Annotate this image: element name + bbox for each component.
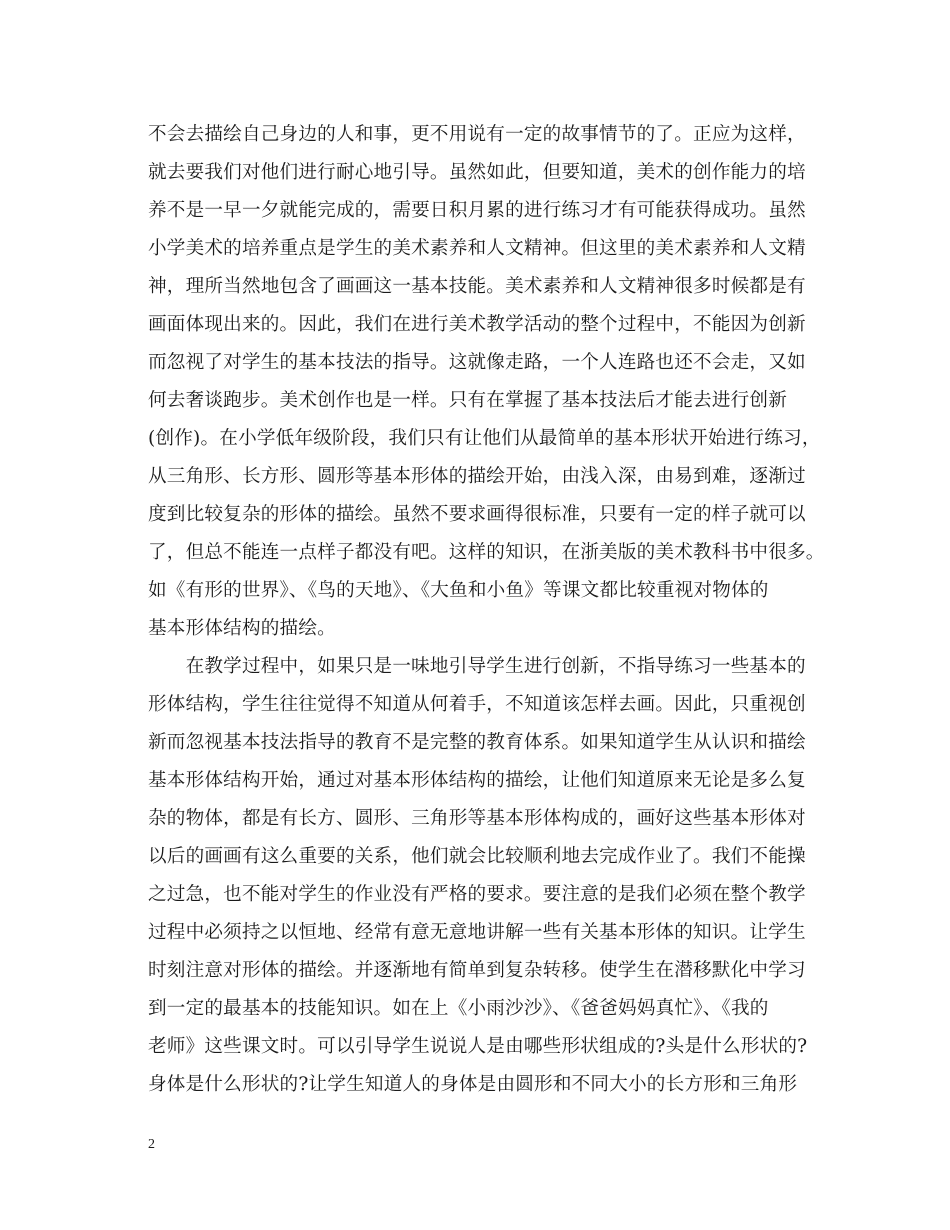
text-line: 身体是什么形状的?让学生知道人的身体是由圆形和不同大小的长方形和三角形 [148, 1074, 798, 1095]
text-line: (创作)。在小学低年级阶段，我们只有让他们从最简单的基本形状开始进行练习， [148, 428, 821, 449]
text-line: 就去要我们对他们进行耐心地引导。虽然如此，但要知道，美术的创作能力的培 [148, 162, 806, 183]
text-line: 如《有形的世界》、《鸟的天地》、《大鱼和小鱼》等课文都比较重视对物体的 [148, 580, 769, 601]
text-line: 度到比较复杂的形体的描绘。虽然不要求画得很标准，只要有一定的样子就可以 [148, 504, 806, 525]
text-line: 时刻注意对形体的描绘。并逐渐地有简单到复杂转移。使学生在潜移默化中学习 [148, 960, 806, 981]
text-line: 形体结构，学生往往觉得不知道从何着手，不知道该怎样去画。因此，只重视创 [148, 694, 806, 715]
text-line: 基本形体结构开始，通过对基本形体结构的描绘，让他们知道原来无论是多么复 [148, 770, 806, 791]
text-line: 到一定的最基本的技能知识。如在上《小雨沙沙》、《爸爸妈妈真忙》、《我的 [148, 998, 769, 1019]
text-line: 养不是一早一夕就能完成的，需要日积月累的进行练习才有可能获得成功。虽然 [148, 200, 806, 221]
text-line: 小学美术的培养重点是学生的美术素养和人文精神。但这里的美术素养和人文精 [148, 238, 806, 259]
text-line: 以后的画画有这么重要的关系，他们就会比较顺利地去完成作业了。我们不能操 [148, 846, 806, 867]
text-line: 之过急，也不能对学生的作业没有严格的要求。要注意的是我们必须在整个教学 [148, 884, 806, 905]
text-line: 何去奢谈跑步。美术创作也是一样。只有在掌握了基本技法后才能去进行创新 [148, 390, 787, 411]
page-number: 2 [148, 1137, 155, 1152]
body-text [148, 116, 825, 1104]
text-line: 杂的物体，都是有长方、圆形、三角形等基本形体构成的，画好这些基本形体对 [148, 808, 806, 829]
paragraph-start-line: 在教学过程中，如果只是一味地引导学生进行创新，不指导练习一些基本的 [148, 656, 806, 677]
text-line: 基本形体结构的描绘。 [148, 618, 336, 639]
text-line: 过程中必须持之以恒地、经常有意无意地讲解一些有关基本形体的知识。让学生 [148, 922, 806, 943]
text-line: 神，理所当然地包含了画画这一基本技能。美术素养和人文精神很多时候都是有 [148, 276, 806, 297]
text-line: 画面体现出来的。因此，我们在进行美术教学活动的整个过程中，不能因为创新 [148, 314, 806, 335]
text-line: 了，但总不能连一点样子都没有吧。这样的知识，在浙美版的美术教科书中很多。 [148, 542, 825, 563]
text-line: 不会去描绘自己身边的人和事，更不用说有一定的故事情节的了。正应为这样， [148, 124, 806, 145]
text-line: 老师》这些课文时。可以引导学生说说人是由哪些形状组成的?头是什么形状的? [148, 1036, 808, 1057]
text-line: 从三角形、长方形、圆形等基本形体的描绘开始，由浅入深，由易到难，逐渐过 [148, 466, 806, 487]
text-line: 而忽视了对学生的基本技法的指导。这就像走路，一个人连路也还不会走，又如 [148, 352, 806, 373]
text-line: 新而忽视基本技法指导的教育不是完整的教育体系。如果知道学生从认识和描绘 [148, 732, 806, 753]
